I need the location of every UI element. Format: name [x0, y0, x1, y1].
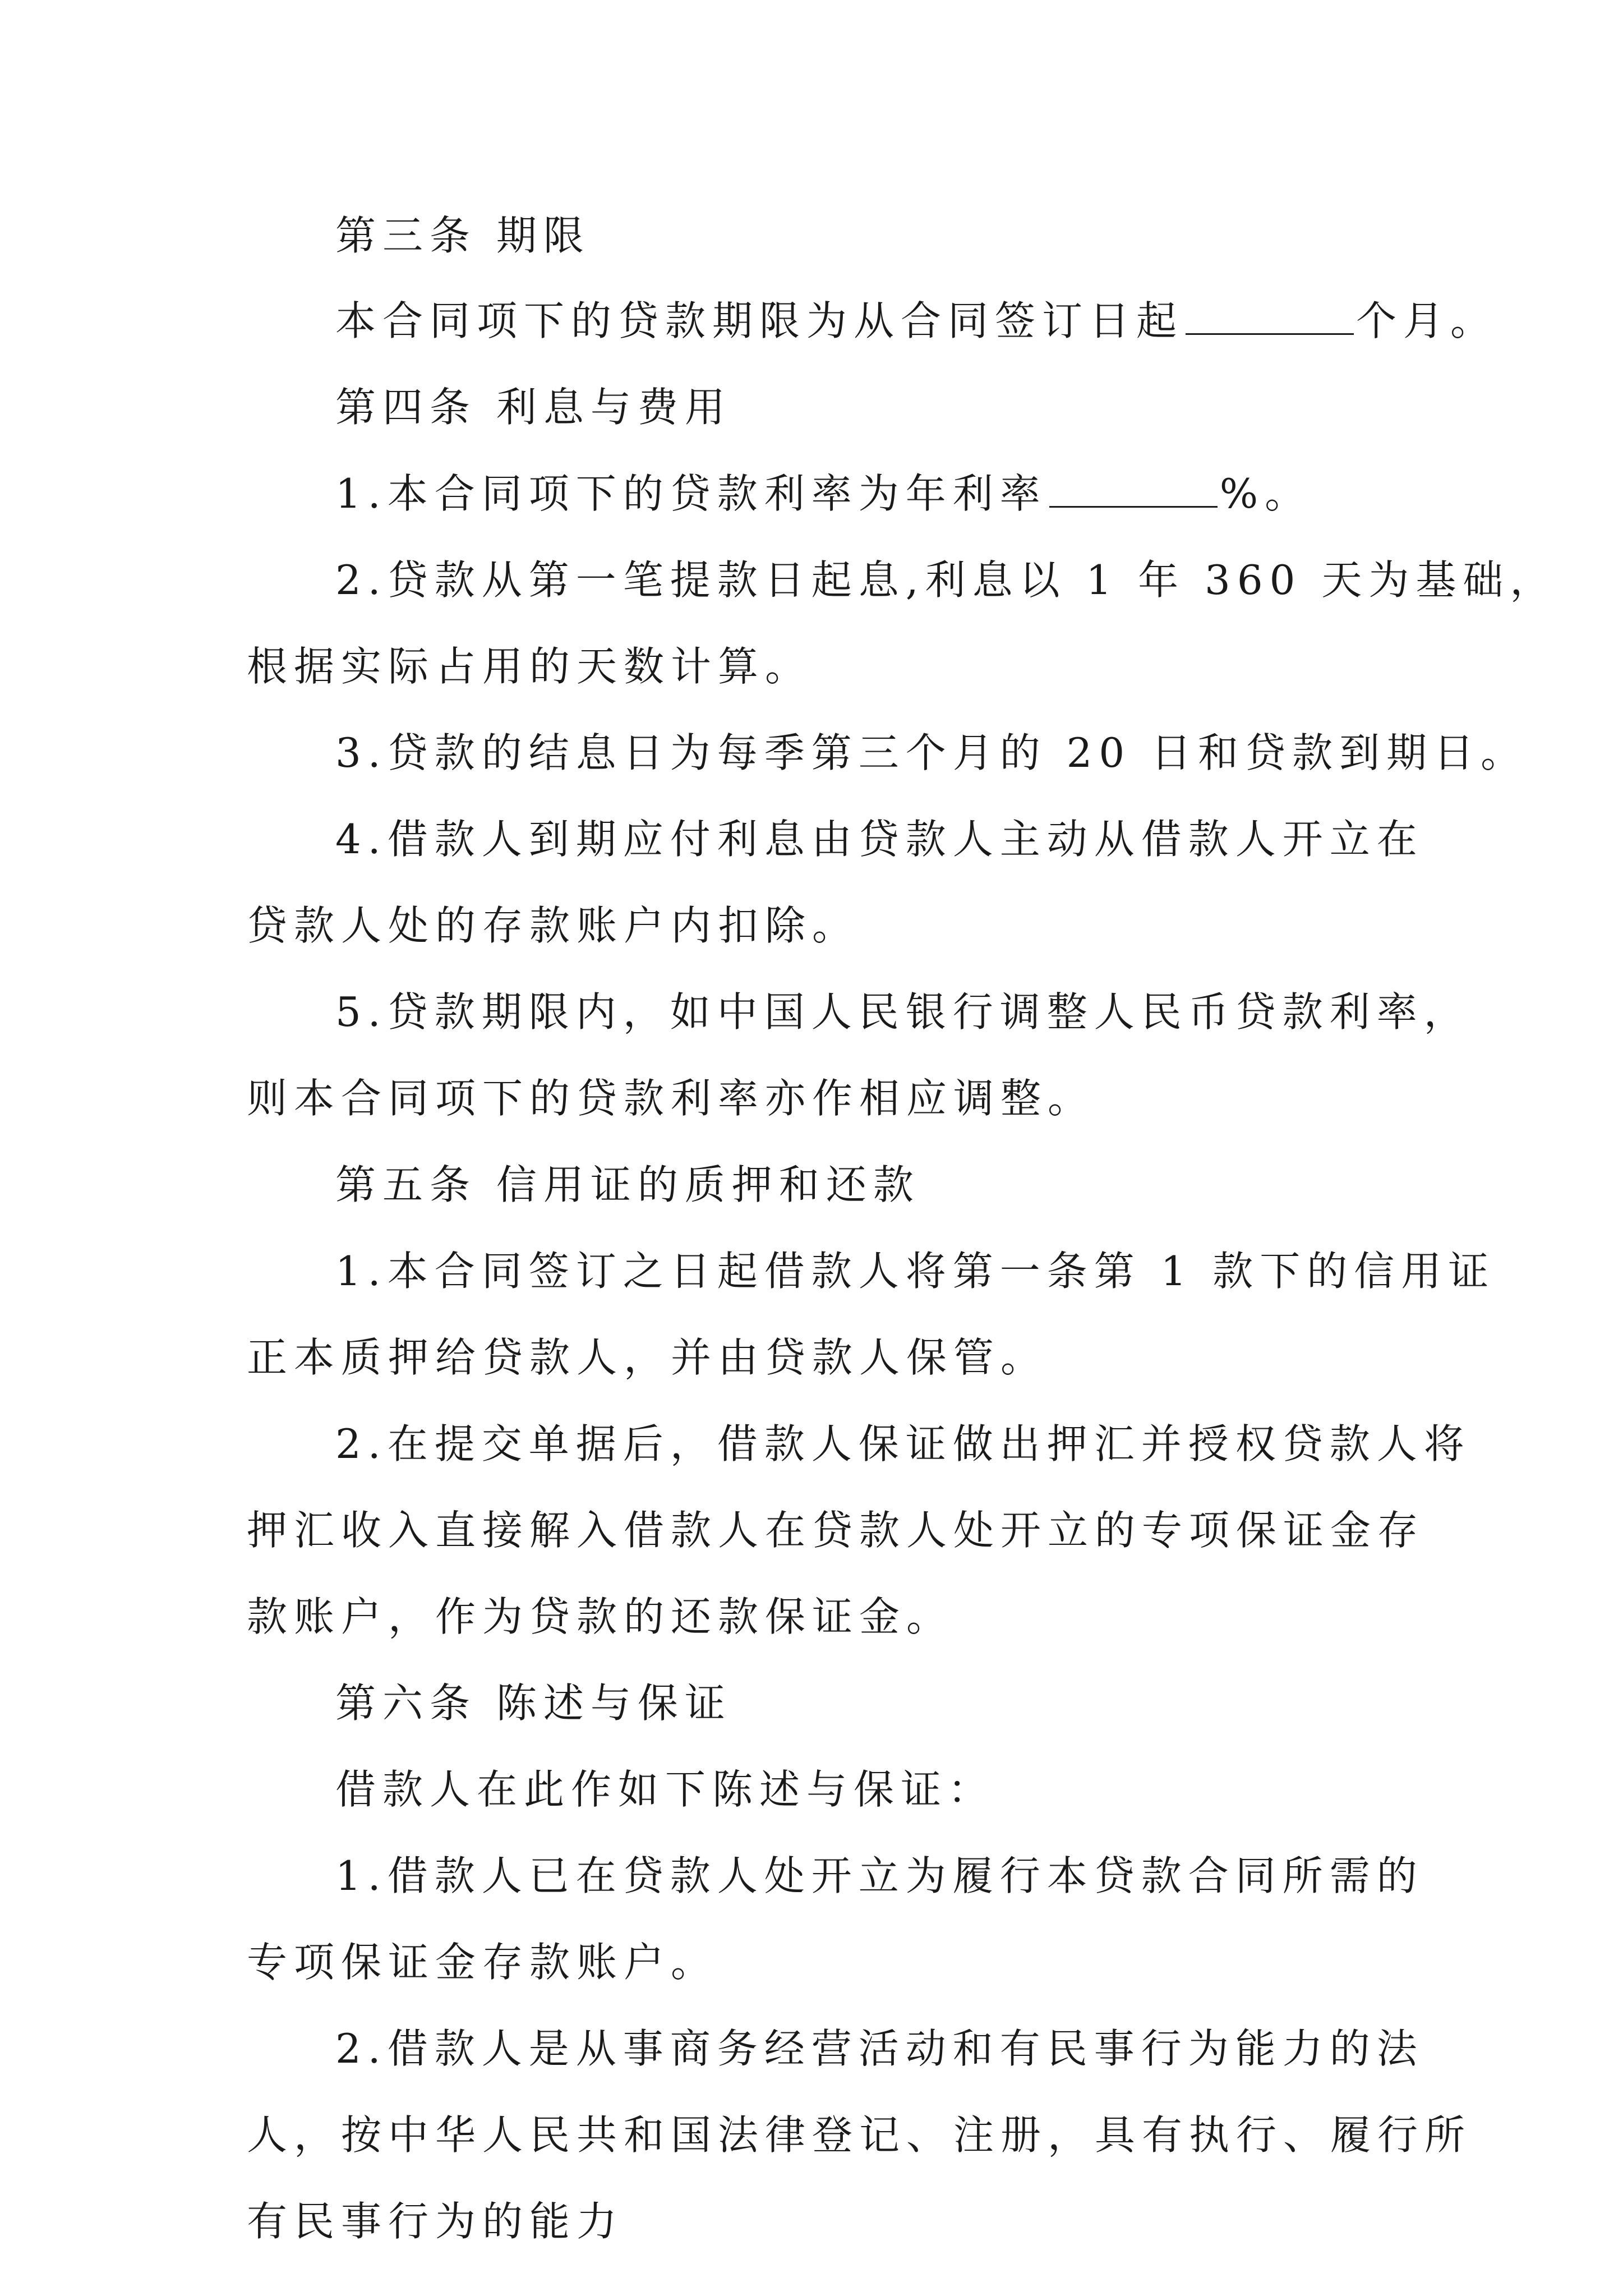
- text: 则本合同项下的贷款利率亦作相应调整。: [247, 1075, 1095, 1122]
- article-4-item-5-line1: [335, 984, 1471, 1040]
- text: 5.贷款期限内，如中国人民银行调整人民币贷款利率，: [335, 988, 1471, 1036]
- text: 4.借款人到期应付利息由贷款人主动从借款人开立在: [335, 816, 1424, 863]
- article-4-item-4-line2: [247, 898, 859, 954]
- article-4-heading: [335, 379, 732, 435]
- article-6-heading: [335, 1675, 732, 1731]
- article-5-heading: [335, 1157, 920, 1213]
- article-3-heading: [335, 208, 591, 264]
- text: 本合同项下的贷款期限为从合同签订日起: [335, 297, 1184, 344]
- article-5-item-1-line1: [335, 1243, 1495, 1299]
- text: 专项保证金存款账户。: [247, 1939, 718, 1986]
- article-3-term-clause: [335, 293, 1497, 349]
- article-6-item-2-line3: [247, 2193, 624, 2249]
- fill-in-blank-rate: [1049, 472, 1218, 508]
- text: 3.贷款的结息日为每季第三个月的 20 日和贷款到期日。: [335, 729, 1528, 776]
- article-4-item-2-line2: [247, 638, 812, 694]
- text: 1.借款人已在贷款人处开立为履行本贷款合同所需的: [335, 1852, 1424, 1899]
- article-5-item-2-line3: [247, 1589, 953, 1645]
- article-5-item-1-line2: [247, 1329, 1048, 1386]
- article-5-item-2-line2: [247, 1502, 1424, 1558]
- article-4-item-5-line2: [247, 1070, 1095, 1126]
- fill-in-blank-months: [1186, 300, 1354, 335]
- text: 款账户，作为贷款的还款保证金。: [247, 1593, 954, 1640]
- article-6-intro: [335, 1761, 995, 1818]
- article-4-item-4-line1: [335, 811, 1424, 867]
- text: 正本质押给贷款人，并由贷款人保管。: [247, 1334, 1048, 1381]
- article-4-item-2-line1: [335, 552, 1557, 608]
- article-6-item-2-line2: [247, 2107, 1472, 2163]
- text: 个月。: [1356, 297, 1498, 344]
- text: 1.本合同项下的贷款利率为年利率: [335, 470, 1047, 517]
- text: 2.借款人是从事商务经营活动和有民事行为能力的法: [335, 2025, 1424, 2072]
- text: %。: [1219, 470, 1312, 517]
- article-5-item-2-line1: [335, 1416, 1471, 1472]
- article-4-item-3: [335, 725, 1528, 781]
- text: 2.贷款从第一笔提款日起息,利息以 1 年 360 天为基础，: [335, 556, 1557, 604]
- article-4-item-1: [335, 466, 1312, 522]
- text: 第五条 信用证的质押和还款: [335, 1161, 920, 1208]
- text: 1.本合同签订之日起借款人将第一条第 1 款下的信用证: [335, 1248, 1496, 1295]
- text: 第四条 利息与费用: [335, 384, 732, 431]
- text: 2.在提交单据后，借款人保证做出押汇并授权贷款人将: [335, 1420, 1471, 1467]
- text: 押汇收入直接解入借款人在贷款人处开立的专项保证金存: [247, 1507, 1425, 1554]
- article-6-item-1-line1: [335, 1848, 1424, 1904]
- text: 借款人在此作如下陈述与保证：: [335, 1766, 995, 1813]
- text: 贷款人处的存款账户内扣除。: [247, 902, 860, 949]
- article-6-item-1-line2: [247, 1934, 718, 1990]
- text: 根据实际占用的天数计算。: [247, 643, 813, 690]
- text: 人，按中华人民共和国法律登记、注册，具有执行、履行所: [247, 2111, 1472, 2159]
- article-6-item-2-line1: [335, 2021, 1424, 2077]
- text: 第三条 期限: [335, 212, 591, 259]
- text: 第六条 陈述与保证: [335, 1680, 732, 1727]
- text: 有民事行为的能力: [247, 2198, 624, 2245]
